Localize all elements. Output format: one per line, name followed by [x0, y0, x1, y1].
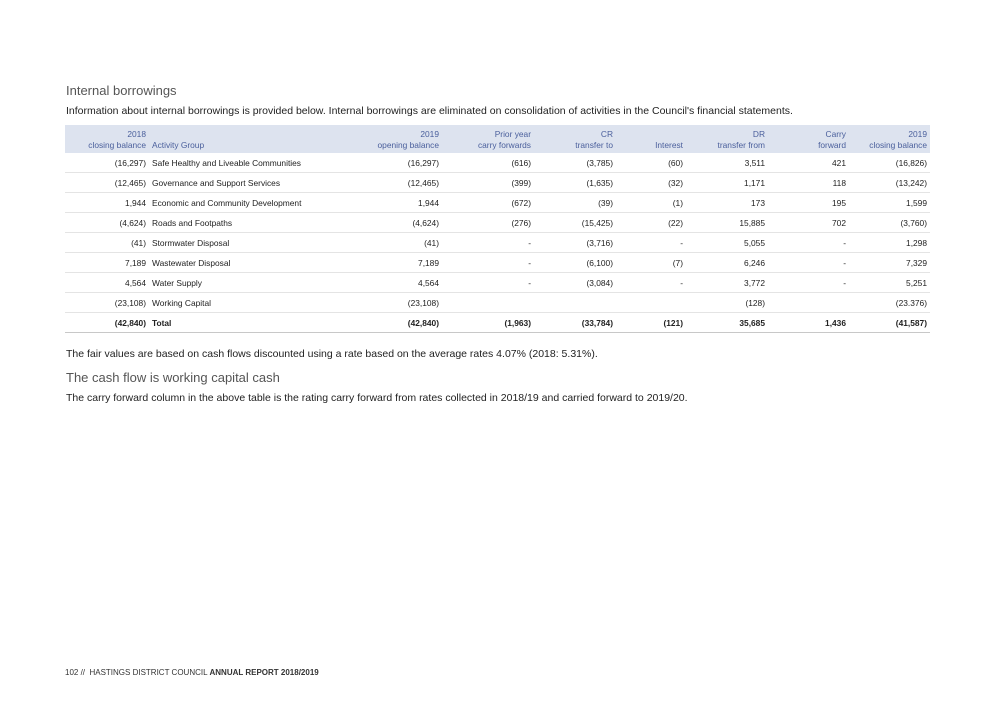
total-row: [65, 313, 930, 333]
column-header-line1: Carry: [825, 129, 846, 139]
value-cell: (23.376): [849, 293, 930, 313]
table-row: [65, 273, 930, 293]
carry-forward-paragraph: The carry forward column in the above table is the rating carry forward from rates collected in 2018/19 and carried forward to 2019/20.: [66, 392, 688, 404]
value-cell: [442, 293, 534, 313]
value-cell: (13,242): [849, 173, 930, 193]
value-cell: (3,760): [849, 213, 930, 233]
value-cell: -: [442, 233, 534, 253]
table-row: [65, 253, 930, 273]
page-number: 102 //: [65, 668, 86, 677]
column-header-line1: 2019: [908, 129, 927, 139]
column-header-line2: transfer to: [575, 140, 613, 150]
footer-doc-title: ANNUAL REPORT 2018/2019: [209, 668, 319, 677]
value-cell: (16,297): [65, 153, 149, 173]
column-header-line2: transfer from: [717, 140, 765, 150]
value-cell: (60): [616, 153, 686, 173]
table-row: [65, 193, 930, 213]
column-header: [768, 125, 849, 153]
value-cell: [616, 293, 686, 313]
value-cell: 7,329: [849, 253, 930, 273]
column-header-line2: closing balance: [869, 140, 927, 150]
intro-paragraph: Information about internal borrowings is provided below. Internal borrowings are eliminated on consolidation of activities in the Council's financial statements.: [66, 105, 793, 117]
section-title-cash-flow: The cash flow is working capital cash: [66, 370, 280, 385]
value-cell: 1,298: [849, 233, 930, 253]
value-cell: 15,885: [686, 213, 768, 233]
column-header: [372, 125, 442, 153]
value-cell: 702: [768, 213, 849, 233]
value-cell: (12,465): [372, 173, 442, 193]
column-header-line2: closing balance: [88, 140, 146, 150]
column-header: [65, 125, 149, 153]
column-header-line1: 2018: [127, 129, 146, 139]
activity-group-cell: Total: [149, 313, 372, 333]
value-cell: (41,587): [849, 313, 930, 333]
value-cell: (1,635): [534, 173, 616, 193]
column-header-line1: CR: [600, 129, 613, 139]
activity-group-cell: Roads and Footpaths: [149, 213, 372, 233]
section-title-internal-borrowings: Internal borrowings: [66, 83, 177, 98]
table-body: [65, 153, 930, 333]
table-row: [65, 233, 930, 253]
column-header: [616, 125, 686, 153]
value-cell: -: [768, 233, 849, 253]
value-cell: (616): [442, 153, 534, 173]
value-cell: [534, 293, 616, 313]
fair-value-paragraph: The fair values are based on cash flows discounted using a rate based on the average rates 4.07% (2018: 5.31%).: [66, 348, 598, 360]
value-cell: (4,624): [372, 213, 442, 233]
value-cell: 4,564: [372, 273, 442, 293]
value-cell: 118: [768, 173, 849, 193]
value-cell: 1,436: [768, 313, 849, 333]
value-cell: (672): [442, 193, 534, 213]
value-cell: (276): [442, 213, 534, 233]
value-cell: 6,246: [686, 253, 768, 273]
value-cell: (3,084): [534, 273, 616, 293]
value-cell: (41): [65, 233, 149, 253]
activity-group-cell: Stormwater Disposal: [149, 233, 372, 253]
page-footer: [65, 668, 319, 677]
value-cell: 1,171: [686, 173, 768, 193]
activity-group-cell: Economic and Community Development: [149, 193, 372, 213]
column-header-line2: opening balance: [377, 140, 439, 150]
value-cell: 4,564: [65, 273, 149, 293]
value-cell: (12,465): [65, 173, 149, 193]
column-header-line1: DR: [752, 129, 765, 139]
column-header: [534, 125, 616, 153]
value-cell: (121): [616, 313, 686, 333]
column-header: [849, 125, 930, 153]
value-cell: 1,599: [849, 193, 930, 213]
value-cell: 1,944: [372, 193, 442, 213]
value-cell: 7,189: [372, 253, 442, 273]
footer-org: HASTINGS DISTRICT COUNCIL: [89, 668, 208, 677]
value-cell: (41): [372, 233, 442, 253]
value-cell: (1,963): [442, 313, 534, 333]
value-cell: (32): [616, 173, 686, 193]
column-header-line2: carry forwards: [477, 140, 531, 150]
value-cell: 195: [768, 193, 849, 213]
table-row: [65, 173, 930, 193]
activity-group-cell: Wastewater Disposal: [149, 253, 372, 273]
activity-group-cell: Working Capital: [149, 293, 372, 313]
value-cell: -: [768, 253, 849, 273]
table-row: [65, 213, 930, 233]
column-header-line1: 2019: [420, 129, 439, 139]
activity-group-cell: Governance and Support Services: [149, 173, 372, 193]
column-header: [442, 125, 534, 153]
value-cell: (7): [616, 253, 686, 273]
value-cell: (23,108): [372, 293, 442, 313]
value-cell: -: [616, 233, 686, 253]
value-cell: (16,297): [372, 153, 442, 173]
value-cell: [768, 293, 849, 313]
column-header: [149, 125, 372, 153]
value-cell: -: [768, 273, 849, 293]
value-cell: (16,826): [849, 153, 930, 173]
value-cell: (23,108): [65, 293, 149, 313]
value-cell: 421: [768, 153, 849, 173]
value-cell: 35,685: [686, 313, 768, 333]
column-header-line2: Interest: [655, 140, 683, 150]
column-header: [686, 125, 768, 153]
table-header-row: [65, 125, 930, 153]
column-header-line1: Prior year: [494, 129, 531, 139]
value-cell: (6,100): [534, 253, 616, 273]
value-cell: -: [442, 273, 534, 293]
value-cell: (4,624): [65, 213, 149, 233]
value-cell: (42,840): [65, 313, 149, 333]
activity-group-cell: Safe Healthy and Liveable Communities: [149, 153, 372, 173]
value-cell: 7,189: [65, 253, 149, 273]
column-header-line2: Activity Group: [152, 140, 205, 150]
value-cell: (399): [442, 173, 534, 193]
value-cell: 3,772: [686, 273, 768, 293]
value-cell: 173: [686, 193, 768, 213]
value-cell: (39): [534, 193, 616, 213]
value-cell: -: [442, 253, 534, 273]
value-cell: 5,251: [849, 273, 930, 293]
value-cell: 5,055: [686, 233, 768, 253]
value-cell: (22): [616, 213, 686, 233]
table-row: [65, 293, 930, 313]
column-header-line2: forward: [818, 140, 846, 150]
value-cell: (3,785): [534, 153, 616, 173]
value-cell: -: [616, 273, 686, 293]
internal-borrowings-table: [65, 125, 930, 333]
value-cell: (3,716): [534, 233, 616, 253]
value-cell: (1): [616, 193, 686, 213]
value-cell: (128): [686, 293, 768, 313]
value-cell: (42,840): [372, 313, 442, 333]
value-cell: 3,511: [686, 153, 768, 173]
table-row: [65, 153, 930, 173]
value-cell: (15,425): [534, 213, 616, 233]
value-cell: (33,784): [534, 313, 616, 333]
activity-group-cell: Water Supply: [149, 273, 372, 293]
value-cell: 1,944: [65, 193, 149, 213]
